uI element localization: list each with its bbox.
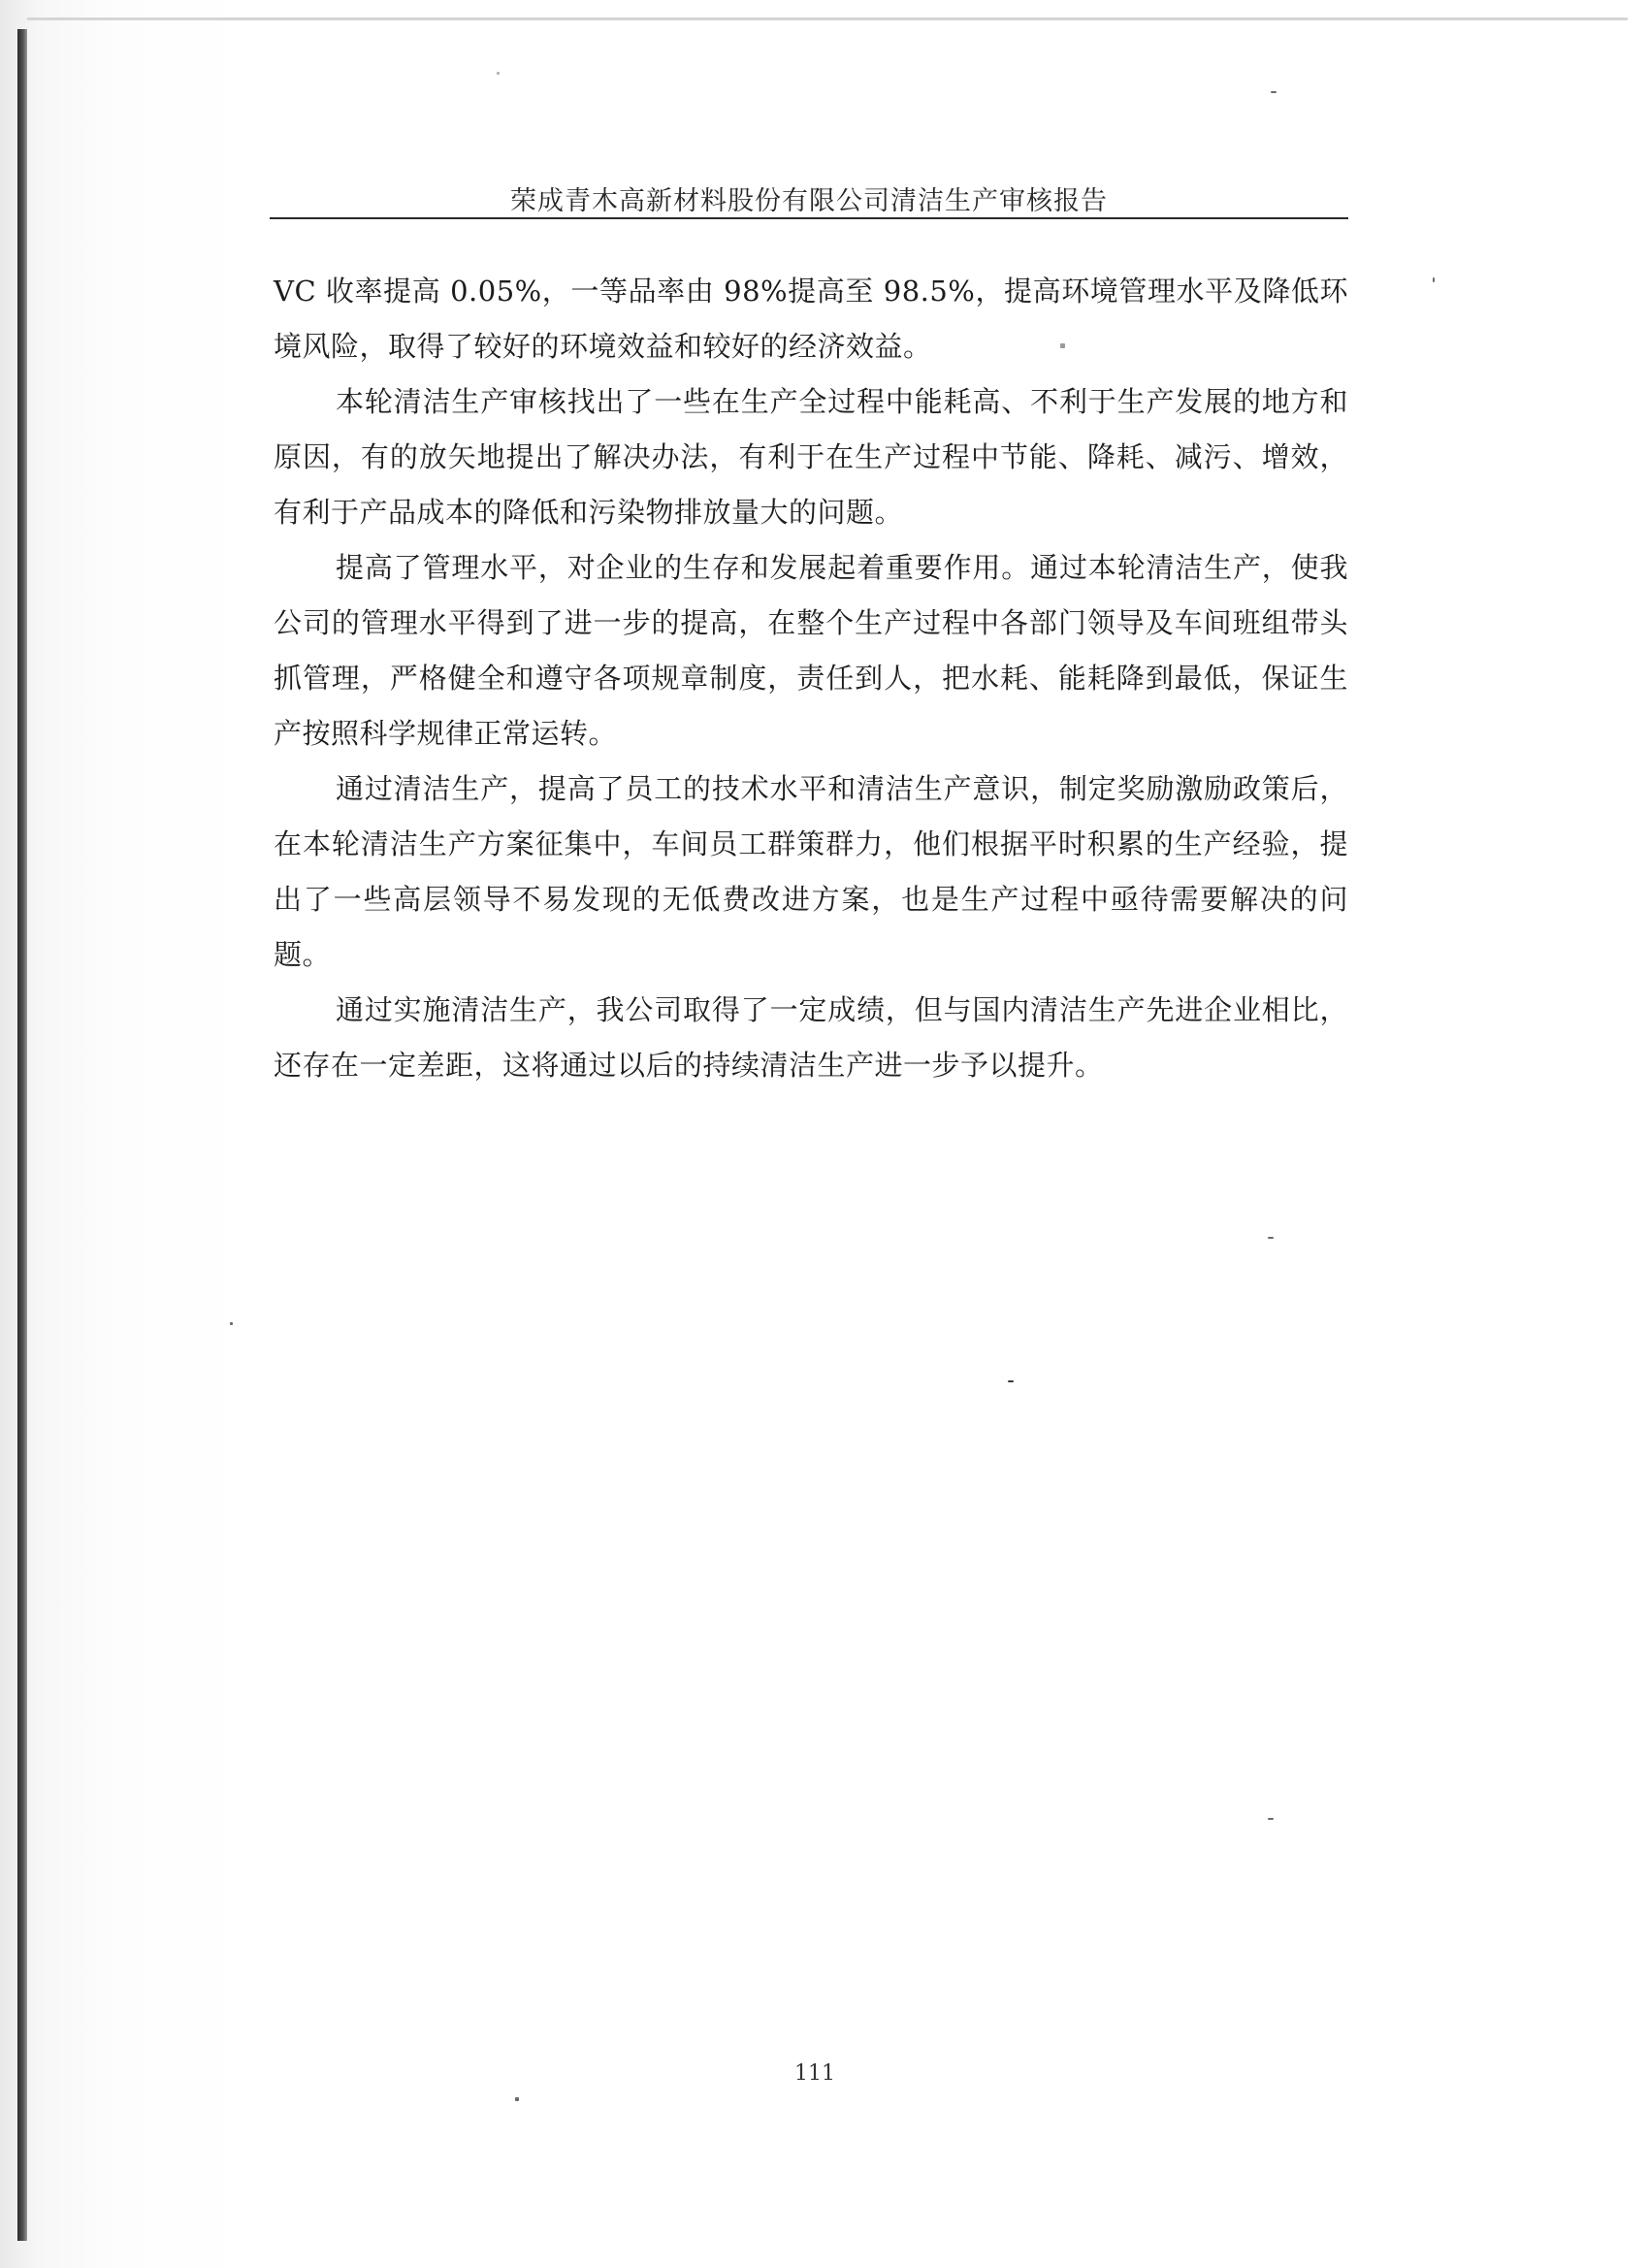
scan-speck	[230, 1322, 233, 1325]
scan-speck	[1008, 1380, 1014, 1382]
scan-speck	[1433, 277, 1435, 282]
scan-top-edge	[27, 17, 1628, 20]
page-number: 111	[794, 2061, 835, 2086]
scan-speck	[1268, 1818, 1274, 1820]
report-body	[274, 264, 1348, 1093]
paragraph-management: 提高了管理水平，对企业的生存和发展起着重要作用。通过本轮清洁生产，使我公司的管理水平得到了进一步的提高，在整个生产过程中各部门领导及车间班组带头抓管理，严格健全和遵守各项规章制度，责任到人，把水耗、能耗降到最低，保证生产按照科学规律正常运转。	[274, 551, 1348, 750]
scan-speck	[1060, 343, 1065, 348]
paragraph-staff-awareness: 通过清洁生产，提高了员工的技术水平和清洁生产意识，制定奖励激励政策后，在本轮清洁生产方案征集中，车间员工群策群力，他们根据平时积累的生产经验，提出了一些高层领导不易发现的无低费改进方案，也是生产过程中亟待需要解决的问题。	[274, 772, 1348, 971]
scan-speck	[515, 2097, 519, 2101]
scan-speck	[1268, 1237, 1274, 1239]
scan-speck	[1271, 91, 1277, 93]
paragraph-continuation: VC 收率提高 0.05%，一等品率由 98%提高至 98.5%，提高环境管理水平及降低环境风险，取得了较好的环境效益和较好的经济效益。	[274, 275, 1348, 363]
running-header: 荣成青木高新材料股份有限公司清洁生产审核报告	[510, 186, 1108, 216]
scan-binding-edge	[17, 29, 27, 2241]
paragraph-conclusion: 通过实施清洁生产，我公司取得了一定成绩，但与国内清洁生产先进企业相比，还存在一定差距，这将通过以后的持续清洁生产进一步予以提升。	[274, 993, 1348, 1082]
paragraph-audit-findings: 本轮清洁生产审核找出了一些在生产全过程中能耗高、不利于生产发展的地方和原因，有的放矢地提出了解决办法，有利于在生产过程中节能、降耗、减污、增效，有利于产品成本的降低和污染物排放量大的问题。	[274, 385, 1348, 529]
scan-speck	[497, 72, 500, 75]
header-rule	[270, 217, 1348, 219]
